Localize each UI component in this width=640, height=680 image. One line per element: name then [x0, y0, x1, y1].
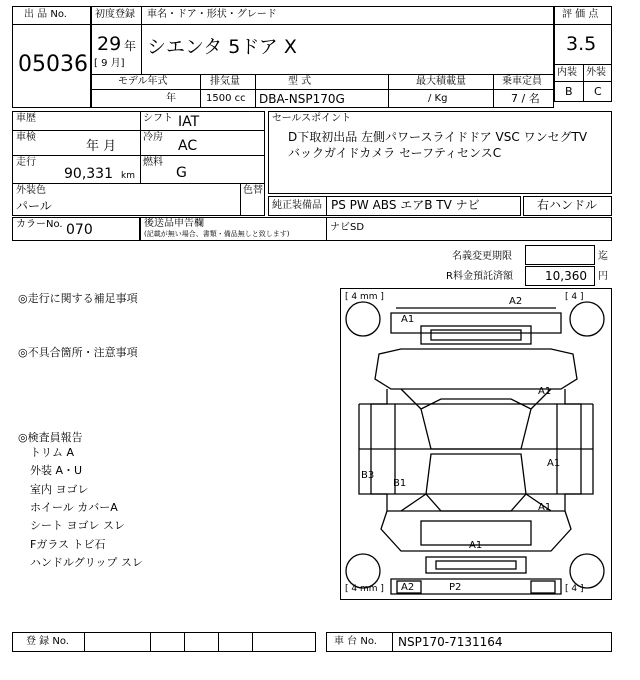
color-change-label: 色替: [243, 185, 263, 196]
mark-rear-p2: P2: [449, 582, 462, 593]
recycle-unit: 円: [598, 271, 608, 282]
shift-label: シフト: [143, 113, 173, 124]
first-reg-label: 初度登録: [95, 9, 135, 20]
fuel-value: G: [176, 165, 187, 181]
score-value: 3.5: [566, 33, 597, 55]
recycle-value: 10,360: [545, 269, 587, 283]
year-unit: 年: [124, 39, 137, 53]
inspection-label: 車検: [16, 132, 36, 143]
body-outline: [371, 386, 581, 511]
car-name-label: 車名・ドア・形状・グレード: [147, 9, 277, 20]
registration-label: 登 録 No.: [26, 636, 69, 647]
inspector-item-7: ハンドルグリップ スレ: [30, 556, 143, 569]
capacity-label: 乗車定員: [502, 76, 542, 87]
mark-right-a1-mid: A1: [547, 458, 561, 469]
inspector-item-1: トリム A: [30, 446, 75, 459]
model-label: 型 式: [288, 76, 312, 87]
recycle-label: R料金預託済額: [446, 271, 513, 282]
model: DBA-NSP170G: [259, 92, 345, 106]
defects-label: ◎不具合箇所・注意事項: [18, 346, 138, 359]
hood: [375, 349, 577, 389]
model-year-label: モデル年式: [118, 76, 168, 87]
equipment-items: PS PW ABS エアB TV ナビ: [331, 198, 480, 212]
tire-rear-right: [570, 554, 604, 588]
first-reg-year: 29: [97, 33, 122, 55]
tire-front-right: [570, 302, 604, 336]
inspector-label: ◎検査員報告: [18, 431, 83, 444]
score-label: 評 価 点: [562, 9, 599, 20]
exterior-label: 外装: [586, 67, 606, 78]
sales-label: セールスポイント: [272, 113, 352, 124]
roof: [426, 454, 526, 511]
mark-left-b1: B1: [393, 478, 407, 489]
sales-line-2: バックガイドカメラ セーフティセンスC: [288, 146, 502, 160]
inspector-item-2: 外装 A・U: [30, 464, 83, 477]
name-change-box: [525, 245, 595, 265]
lot-label: 出 品 No.: [24, 9, 67, 20]
sales-line-1: D下取初出品 左側パワースライドドア VSC ワンセグTV: [288, 130, 588, 144]
mark-left-b3: B3: [361, 470, 375, 481]
interior-grade: B: [565, 85, 573, 98]
mileage-value: 90,331: [64, 166, 113, 182]
tire-rear-left: [346, 554, 380, 588]
capacity: 7 / 名: [511, 92, 540, 105]
inspection-value: 年 月: [86, 139, 117, 154]
inspector-item-5: シート ヨゴレ スレ: [30, 519, 125, 532]
fuel-label: 燃料: [143, 157, 163, 168]
displacement-label: 排気量: [210, 76, 240, 87]
steering: 右ハンドル: [537, 198, 598, 212]
color-no: 070: [66, 222, 93, 238]
max-load: / Kg: [428, 93, 448, 104]
delivery-label: 後送品申告欄: [144, 218, 204, 229]
inspector-item-3: 室内 ヨゴレ: [30, 483, 89, 496]
equipment-label: 純正装備品: [272, 200, 322, 211]
ext-color: パール: [16, 199, 52, 213]
mark-right-a1-lower: A1: [538, 502, 552, 513]
windshield: [421, 399, 531, 449]
ac-value: AC: [178, 138, 198, 154]
name-change-unit: 迄: [598, 251, 608, 262]
mark-front-a1: A1: [401, 314, 415, 325]
rear-plate-area: [426, 557, 526, 573]
inspector-item-6: Fガラス トビ石: [30, 538, 106, 551]
front-grille: [421, 326, 531, 344]
tire-label-rl: [ 4 mm ]: [345, 584, 384, 594]
mark-rear-a1: A1: [469, 540, 483, 551]
inspector-item-4: ホイール カバーA: [30, 501, 118, 514]
exterior-grade: C: [594, 85, 602, 98]
tire-label-fl: [ 4 mm ]: [345, 292, 384, 302]
displacement: 1500 cc: [206, 93, 246, 104]
name-change-label: 名義変更期限: [452, 251, 512, 262]
ext-color-label: 外装色: [16, 185, 46, 196]
delivery-value: ナビSD: [330, 222, 365, 233]
mileage-label: 走行: [16, 157, 36, 168]
color-no-label: カラーNo.: [16, 219, 63, 230]
model-year-unit: 年: [166, 93, 176, 104]
lot-number: 05036: [18, 52, 88, 77]
shift-value: IAT: [178, 114, 200, 130]
history-label: 車歴: [16, 113, 36, 124]
damage-diagram: [340, 288, 612, 600]
tire-label-rr: [ 4 ]: [565, 584, 584, 594]
tire-front-left: [346, 302, 380, 336]
delivery-note: (記載が無い場合、書類・備品無しと致します): [144, 230, 290, 238]
chassis-label: 車 台 No.: [334, 636, 377, 647]
mileage-unit: km: [121, 171, 135, 181]
driving-remarks-label: ◎走行に関する補足事項: [18, 292, 138, 305]
ac-label: 冷房: [143, 132, 163, 143]
mark-rear-a2: A2: [401, 582, 415, 593]
chassis-number: NSP170-7131164: [398, 635, 503, 649]
max-load-label: 最大積載量: [416, 76, 466, 87]
tire-label-fr: [ 4 ]: [565, 292, 584, 302]
mark-right-a1-upper: A1: [538, 386, 552, 397]
first-reg-month: [ 9 月]: [94, 58, 125, 69]
interior-label: 内装: [557, 67, 577, 78]
mark-front-a2: A2: [509, 296, 523, 307]
car-name: シエンタ 5ドア X: [147, 36, 297, 58]
